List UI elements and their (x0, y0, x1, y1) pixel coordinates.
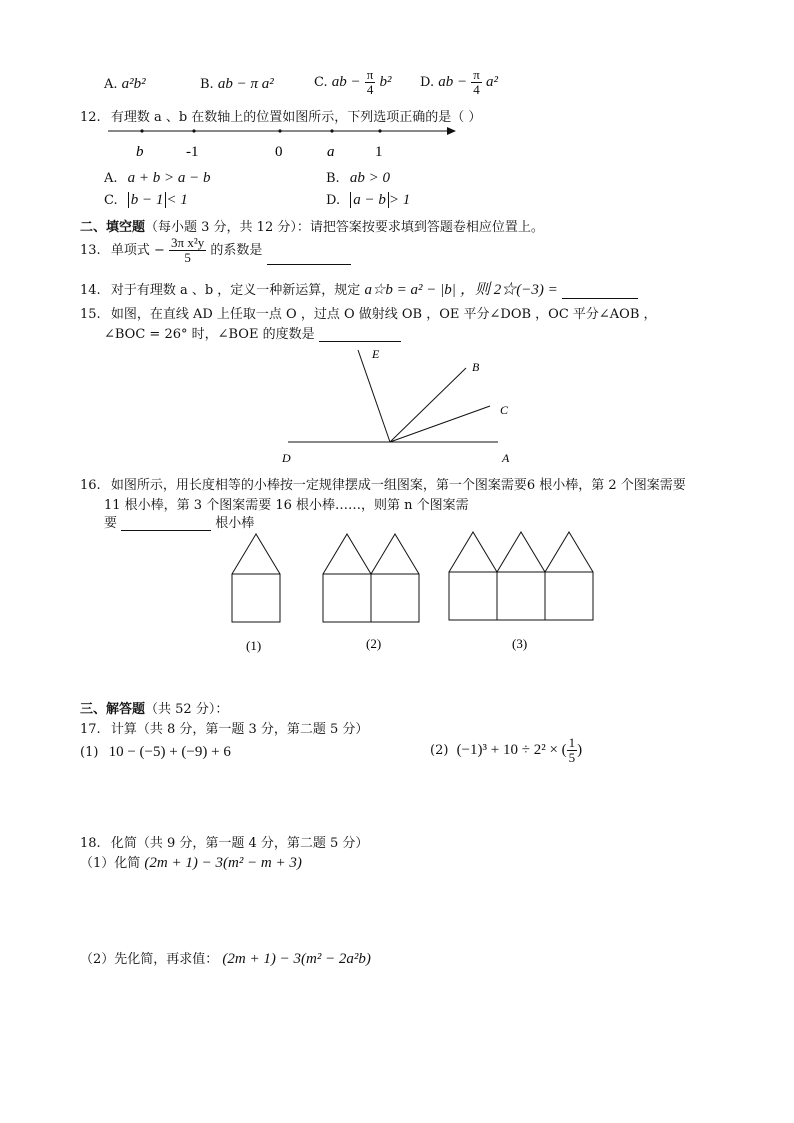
q13-pre: 单项式 − (110, 243, 165, 258)
label-e: E (372, 347, 380, 361)
q18-part1 (80, 852, 302, 872)
q17-p2-pre: (−1)³ + 10 ÷ 2² × ( (456, 742, 567, 758)
ray-oe (358, 350, 390, 442)
q15-line2 (104, 323, 401, 342)
q17-p1-label: (1) (80, 745, 99, 760)
q17-p2-frac: $\frac{1}{5}$ (568, 735, 576, 765)
ray-oc (390, 406, 490, 442)
q14-answer-blank[interactable] (562, 284, 638, 299)
label-c: C (500, 403, 509, 417)
tick-a (330, 129, 333, 132)
label-a: A (502, 451, 510, 465)
q13-answer-blank[interactable] (267, 250, 351, 265)
q17-question (80, 718, 368, 737)
q12-c-label: C. (104, 193, 118, 208)
caption-1: (1) (246, 638, 262, 653)
q17-p2-label: (2) (430, 743, 449, 758)
q14-question (80, 278, 638, 299)
q11-c-pre: ab − (331, 74, 361, 90)
pattern-2 (323, 534, 419, 622)
q15-number: 15. (80, 307, 101, 322)
tick-b (140, 129, 143, 132)
q13-number: 13. (80, 243, 101, 258)
q15-answer-blank[interactable] (319, 327, 401, 342)
q14-rule: a☆b = a² − |b| (364, 282, 456, 298)
axis-label-a: a (327, 144, 335, 160)
q16-answer-blank[interactable] (121, 516, 211, 531)
q12-c-post: < 1 (166, 192, 188, 208)
q11-d-label: D. (420, 75, 435, 90)
axis-label-zero: 0 (275, 144, 283, 160)
q17-p2-post: ) (577, 742, 583, 758)
q12-option-c (104, 192, 188, 209)
q15-text-1: 如图，在直线 AD 上任取一点 O ，过点 O 做射线 OB ，OE 平分∠DOB ，OC 平分∠AOB ， (110, 307, 657, 322)
q18-p2-label: （2）先化简，再求值： (80, 952, 219, 967)
q13-frac: $\frac{\text{3π x²y}}{5}$ (171, 235, 205, 265)
q12-a-expr: a + b > a − b (127, 170, 211, 186)
angle-figure (280, 342, 520, 466)
q12-c-abs: b − 1 (128, 192, 167, 208)
q17-text: 计算（共 8 分，第一题 3 分，第二题 5 分） (110, 722, 369, 737)
q18-text: 化简（共 9 分，第一题 4 分，第二题 5 分） (110, 836, 369, 851)
q18-p2-expr: (2m + 1) − 3(m² − 2a²b) (222, 951, 371, 967)
caption-3: (3) (512, 636, 528, 651)
axis-label-minus-one: -1 (186, 144, 199, 160)
q12-option-d (326, 192, 410, 209)
q18-part2 (80, 948, 371, 968)
q12-option-b (326, 170, 390, 187)
q15-text-2: ∠BOC = 26° 时，∠BOE 的度数是 (104, 327, 315, 342)
q18-question (80, 832, 368, 851)
section3-title: 三、解答题 (80, 702, 146, 717)
caption-2: (2) (366, 636, 382, 651)
number-line-figure (104, 120, 464, 162)
q16-number: 16. (80, 478, 101, 493)
q16-text-3-post: 根小棒 (215, 516, 255, 531)
q11-a-expr: a²b² (121, 76, 146, 92)
stick-pattern-figure (220, 528, 600, 660)
q11-option-c (314, 68, 392, 97)
ray-ob (390, 368, 466, 442)
q16-text-2: 11 根小棒，第 3 个图案需要 16 根小棒……，则第 n 个图案需 (104, 498, 469, 513)
section3-desc: （共 52 分）： (145, 702, 229, 717)
pattern-3 (449, 532, 593, 620)
q11-d-pre: ab − (438, 74, 468, 90)
q15-line1 (80, 303, 657, 322)
q11-b-label: B. (200, 77, 214, 92)
label-d: D (282, 451, 291, 465)
q17-number: 17. (80, 722, 101, 737)
section2-header (80, 216, 544, 235)
label-b: B (472, 360, 480, 374)
section2-desc: （每小题 3 分，共 12 分）：请把答案按要求填到答题卷相应位置上。 (145, 220, 544, 235)
q18-p1-label: （1）化简 (80, 856, 141, 871)
q11-c-label: C. (314, 75, 328, 90)
q12-d-label: D. (326, 193, 341, 208)
q16-text-3-pre: 要 (104, 516, 118, 531)
q11-d-post: a² (485, 74, 498, 90)
q14-ask: ，则 2☆(−3) = (460, 282, 558, 298)
q12-a-label: A. (104, 171, 118, 186)
q13-question (80, 236, 351, 265)
q11-d-frac: $\frac{\pi}{4}$ (473, 67, 480, 97)
q11-option-d (420, 68, 498, 97)
pattern-1 (232, 534, 280, 622)
tick-minus-one (192, 129, 195, 132)
axis-label-one: 1 (375, 144, 383, 160)
q17-part2 (430, 736, 582, 765)
q12-d-post: > 1 (388, 192, 411, 208)
q12-number: 12. (80, 110, 101, 125)
q17-p1-expr: 10 − (−5) + (−9) + 6 (108, 744, 231, 760)
section2-title: 二、填空题 (80, 220, 146, 235)
section3-header (80, 698, 228, 717)
q14-text: 对于有理数 a 、b ，定义一种新运算，规定 (110, 283, 361, 298)
tick-zero (278, 129, 281, 132)
q13-post: 的系数是 (210, 243, 263, 258)
q12-text: 有理数 a 、b 在数轴上的位置如图所示，下列选项正确的是（ ） (110, 110, 482, 125)
q12-option-a (104, 170, 211, 187)
q16-line1 (80, 474, 686, 493)
number-line-arrow (447, 127, 456, 135)
q12-b-expr: ab > 0 (349, 170, 390, 186)
q18-p1-expr: (2m + 1) − 3(m² − m + 3) (144, 855, 302, 871)
q11-c-post: b² (379, 74, 392, 90)
axis-label-b: b (136, 144, 144, 160)
q11-option-b (200, 76, 274, 93)
q12-b-label: B. (326, 171, 340, 186)
q11-a-label: A. (104, 77, 118, 92)
q17-part1 (80, 744, 231, 761)
q16-text-1: 如图所示，用长度相等的小棒按一定规律摆成一组图案，第一个图案需要6 根小棒，第 2 个图案需要 (110, 478, 686, 493)
q18-number: 18. (80, 836, 101, 851)
q11-b-expr: ab − π a² (217, 76, 274, 92)
q14-number: 14. (80, 283, 101, 298)
q11-c-frac: $\frac{\pi}{4}$ (366, 67, 374, 97)
q12-d-abs: a − b (350, 192, 389, 208)
q11-options (104, 76, 146, 93)
tick-one (378, 129, 381, 132)
q16-line2 (104, 494, 469, 513)
